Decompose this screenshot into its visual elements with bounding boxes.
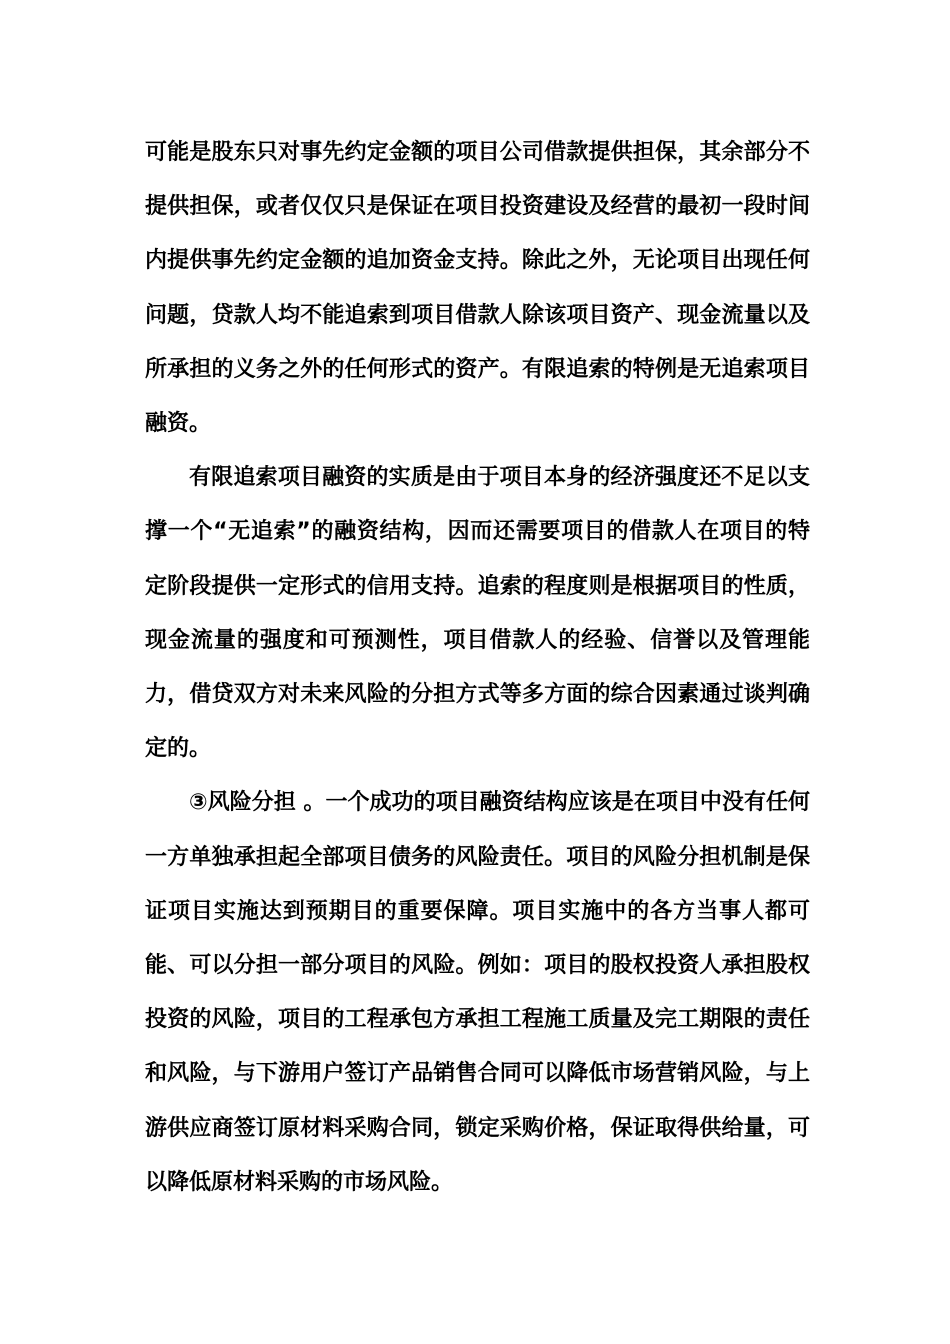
body-text [145, 126, 810, 1210]
paragraph-limited-recourse-essence: 有限追索项目融资的实质是由于项目本身的经济强度还不足以支撑一个“无追索”的融资结构，因而还需要项目的借款人在项目的特定阶段提供一定形式的信用支持。追索的程度则是根据项目的性质，现金流量的强度和可预测性，项目借款人的经验、信誉以及管理能力，借贷双方对未来风险的分担方式等多方面的综合因素通过谈判确定的。 [145, 465, 810, 762]
paragraph-limited-recourse-continued: 可能是股东只对事先约定金额的项目公司借款提供担保，其余部分不提供担保，或者仅仅只是保证在项目投资建设及经营的最初一段时间内提供事先约定金额的追加资金支持。除此之外，无论项目出现任何问题，贷款人均不能追索到项目借款人除该项目资产、现金流量以及所承担的义务之外的任何形式的资产。有限追索的特例是无追索项目融资。 [145, 140, 810, 437]
paragraph-risk-sharing: ③风险分担 。一个成功的项目融资结构应该是在项目中没有任何一方单独承担起全部项目债务的风险责任。项目的风险分担机制是保证项目实施达到预期目的重要保障。项目实施中的各方当事人都可能、可以分担一部分项目的风险。例如：项目的股权投资人承担股权投资的风险，项目的工程承包方承担工程施工质量及完工期限的责任和风险，与下游用户签订产品销售合同可以降低市场营销风险，与上 游供应商签订原材料采购合同，锁定采购价格，保证取得供给量，可 以降低原材料采购的市场风险。 [145, 790, 810, 1195]
